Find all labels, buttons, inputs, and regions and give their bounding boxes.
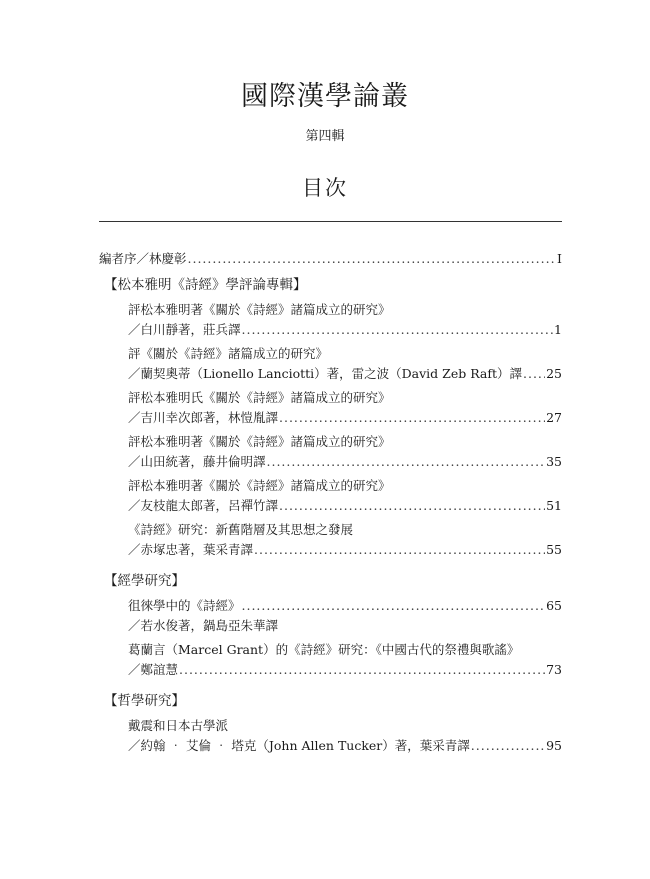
leader-dots [267, 454, 546, 470]
section-heading: 【松本雅明《詩經》學評論專輯】 [104, 277, 307, 293]
entry-byline: ／白川靜著，莊兵譯 [128, 322, 241, 337]
entry-byline: ／約翰 ‧ 艾倫 ‧ 塔克（John Allen Tucker）著，葉采青譯 [128, 738, 470, 753]
leader-dots [254, 542, 545, 558]
page-number: 55 [546, 542, 562, 557]
toc-entry[interactable] [128, 454, 562, 470]
preface-text: 編者序／林慶彰 [99, 251, 187, 266]
leader-dots [179, 662, 545, 678]
toc-entry-preface[interactable] [99, 251, 562, 267]
toc-entry[interactable] [128, 598, 562, 614]
toc-entry[interactable] [128, 662, 562, 678]
entry-byline: ／蘭契奧蒂（Lionello Lanciotti）著，雷之波（David Zeb Raft）譯 [128, 366, 523, 381]
toc-entry[interactable] [128, 542, 562, 558]
entry-byline: ／鄭誼慧 [128, 662, 179, 677]
section-heading: 【經學研究】 [104, 573, 185, 589]
page-number: 73 [546, 662, 562, 677]
entry-title: 徂徠學中的《詩經》 [128, 598, 241, 613]
toc-entry[interactable] [128, 738, 562, 754]
entry-title[interactable]: 戴震和日本古學派 [128, 718, 229, 733]
page-number: 1 [554, 322, 562, 337]
entry-byline[interactable]: ／若水俊著，鍋島亞朱華譯 [128, 618, 279, 633]
leader-dots [242, 322, 554, 338]
leader-dots [471, 738, 545, 754]
page-number: 65 [546, 598, 562, 613]
entry-title[interactable]: 葛蘭言（Marcel Grant）的《詩經》研究：《中國古代的祭禮與歌謠》 [128, 642, 520, 657]
page-number: 95 [546, 738, 562, 753]
leader-dots [188, 251, 557, 267]
section-heading: 【哲學研究】 [104, 693, 185, 709]
page-number: 25 [546, 366, 562, 381]
leader-dots [279, 410, 545, 426]
entry-byline: ／山田統著，藤井倫明譯 [128, 454, 266, 469]
leader-dots [523, 366, 545, 382]
entry-title[interactable]: 評松本雅明著《關於《詩經》諸篇成立的研究》 [128, 434, 391, 449]
entry-byline: ／吉川幸次郎著，林愷胤譯 [128, 410, 279, 425]
leader-dots [242, 598, 546, 614]
entry-byline: ／赤塚忠著，葉采青譯 [128, 542, 254, 557]
entry-byline: ／友枝龍太郎著，呂禪竹譯 [128, 498, 279, 513]
page-number: 35 [546, 454, 562, 469]
toc-heading: 目次 [302, 176, 348, 200]
book-title: 國際漢學論叢 [241, 81, 409, 112]
volume-label: 第四輯 [305, 129, 345, 144]
toc-entry[interactable] [128, 498, 562, 514]
toc-entry[interactable] [128, 322, 562, 338]
page-number: I [557, 251, 562, 266]
entry-title[interactable]: 評松本雅明氏《關於《詩經》諸篇成立的研究》 [128, 390, 391, 405]
entry-title[interactable]: 評松本雅明著《關於《詩經》諸篇成立的研究》 [128, 302, 391, 317]
entry-title[interactable]: 評松本雅明著《關於《詩經》諸篇成立的研究》 [128, 478, 391, 493]
leader-dots [279, 498, 545, 514]
entry-title[interactable]: 《詩經》研究：新舊階層及其思想之發展 [128, 522, 354, 537]
page-number: 51 [546, 498, 562, 513]
page-number: 27 [546, 410, 562, 425]
entry-title[interactable]: 評《關於《詩經》諸篇成立的研究》 [128, 346, 329, 361]
toc-entry[interactable] [128, 366, 562, 382]
toc-entry[interactable] [128, 410, 562, 426]
